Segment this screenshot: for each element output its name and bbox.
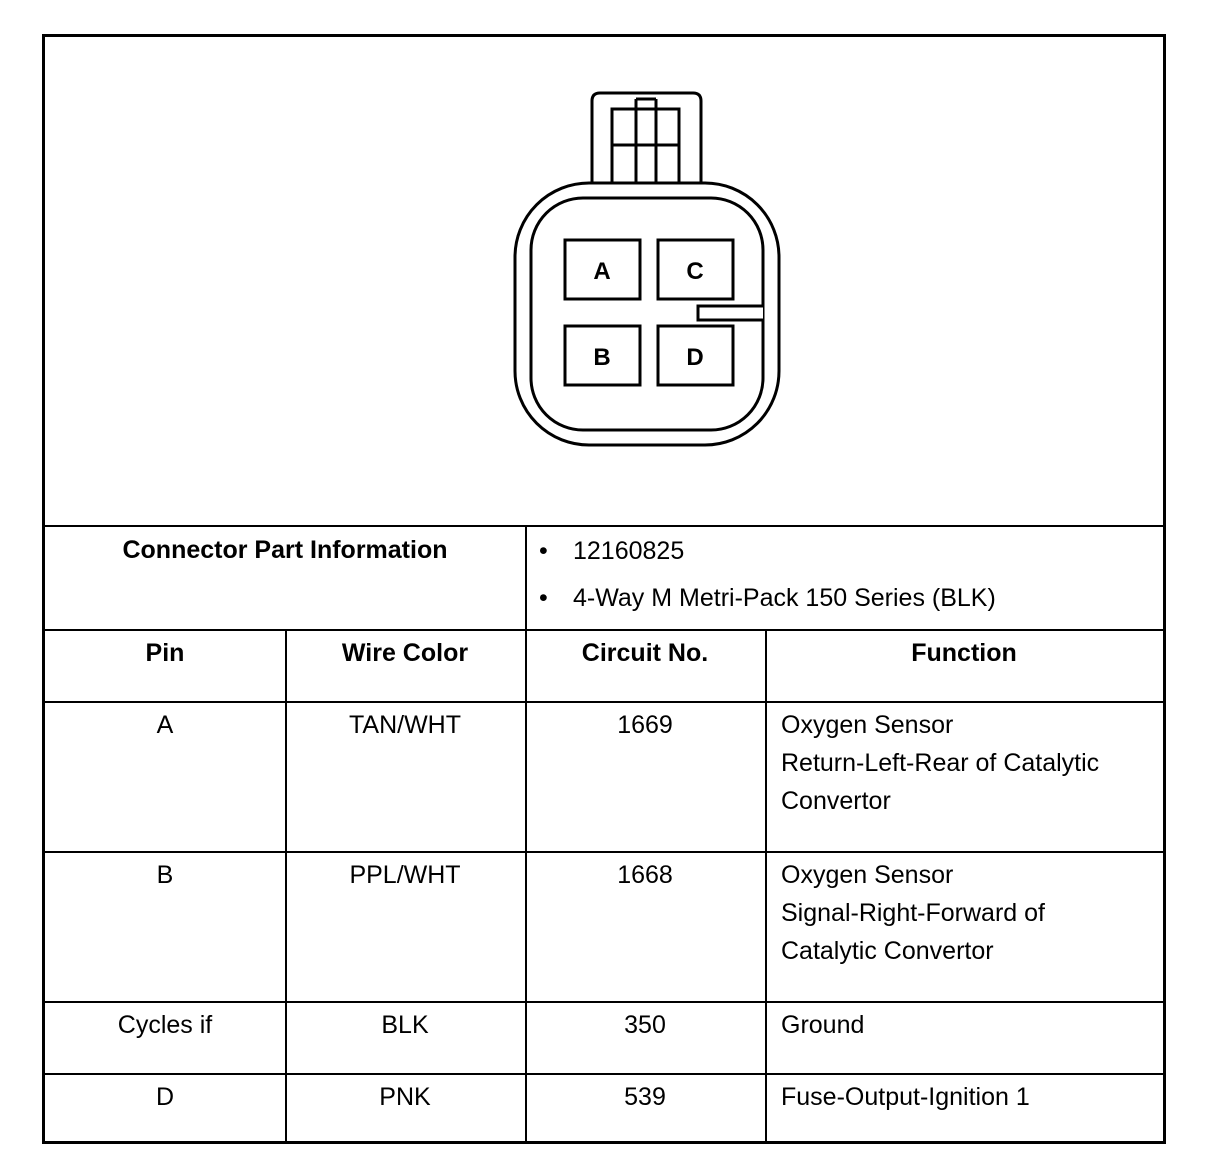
divider <box>45 1073 1163 1075</box>
row-c-function <box>767 1006 1163 1044</box>
row-b-wire-color: PPL/WHT <box>349 861 461 889</box>
function-line: Signal-Right-Forward of <box>781 899 1045 927</box>
row-b-circuit: 1668 <box>617 861 673 889</box>
function-line: Fuse-Output-Ignition 1 <box>781 1083 1030 1111</box>
function-line: Oxygen Sensor <box>781 711 954 739</box>
row-d-function <box>767 1078 1163 1116</box>
locking-tab <box>592 93 701 189</box>
row-d-wire-color: PNK <box>379 1083 431 1111</box>
divider <box>45 525 1163 527</box>
connector-description: • 4-Way M Metri-Pack 150 Series (BLK) <box>527 578 1157 625</box>
part-number: • 12160825 <box>527 531 1157 578</box>
divider <box>45 1001 1163 1003</box>
row-c-pin: Cycles if <box>117 1011 213 1039</box>
pin-label-d: D <box>686 344 704 371</box>
row-a-pin: A <box>156 711 174 739</box>
connector-sheet <box>42 34 1166 1144</box>
header-function: Function <box>911 639 1017 667</box>
row-d-pin: D <box>155 1083 175 1111</box>
row-b-function <box>767 856 1163 970</box>
row-c-circuit: 350 <box>624 1011 666 1039</box>
function-line: Catalytic Convertor <box>781 937 994 965</box>
row-d-circuit: 539 <box>624 1083 666 1111</box>
pin-label-b: B <box>593 344 611 371</box>
row-a-function <box>767 706 1163 820</box>
row-c-wire-color: BLK <box>381 1011 429 1039</box>
divider <box>45 851 1163 853</box>
connector-diagram <box>45 37 1163 527</box>
part-info-list <box>527 531 1157 625</box>
row-b-pin: B <box>156 861 174 889</box>
row-a-wire-color: TAN/WHT <box>348 711 461 739</box>
row-a-circuit: 1669 <box>617 711 673 739</box>
header-pin: Pin <box>145 639 185 667</box>
function-line: Return-Left-Rear of Catalytic <box>781 749 1100 777</box>
part-info-label: Connector Part Information <box>122 536 448 564</box>
header-circuit-no: Circuit No. <box>581 639 709 667</box>
divider <box>45 701 1163 703</box>
function-line: Convertor <box>781 787 891 815</box>
divider <box>45 629 1163 631</box>
function-line: Oxygen Sensor <box>781 861 954 889</box>
pin-label-a: A <box>593 258 611 285</box>
function-line: Ground <box>781 1011 865 1039</box>
key-slot <box>698 306 763 320</box>
pin-label-c: C <box>686 258 704 285</box>
header-wire-color: Wire Color <box>341 639 469 667</box>
connector-face-drawing <box>45 37 1163 527</box>
